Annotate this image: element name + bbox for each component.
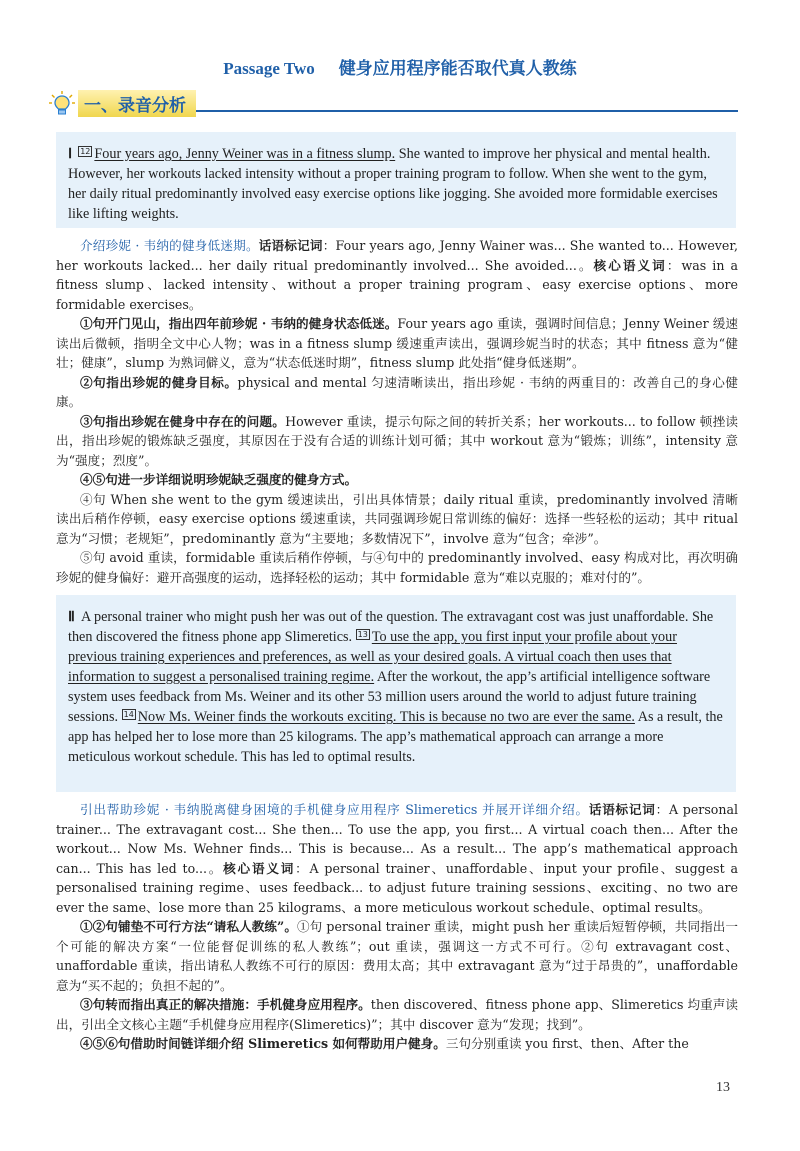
underlined-sentence: Now Ms. Weiner finds the workouts exciting. This is because no two are ever the same.: [137, 709, 635, 725]
passage-title-en: Passage Two: [223, 59, 315, 78]
sentence-analysis-1-2: [56, 917, 738, 995]
lightbulb-icon: [48, 90, 76, 116]
sentence-analysis-1: [56, 314, 738, 373]
sentence-analysis-4-5-6: [56, 1034, 738, 1054]
sentence-analysis-heading: ②句指出珍妮的健身目标。: [80, 374, 238, 390]
analysis-intro: 介绍珍妮 · 韦纳的健身低迷期。: [80, 238, 259, 253]
underlined-sentence: Four years ago, Jenny Weiner was in a fitness slump.: [94, 146, 396, 162]
sentence-analysis-heading: ①句开门见山，指出四年前珍妮 · 韦纳的健身状态低迷。: [80, 316, 398, 331]
sentence-number-badge: 13: [357, 630, 368, 639]
paragraph-numeral: Ⅱ: [68, 609, 75, 625]
passage-paragraph-2: [56, 595, 736, 792]
sentence-analysis-text: then discovered、fitness phone app、Slimeretics 均重声读出，引出全文核心主题“手机健身应用程序(Slimeretics)”；其中 discover 意为“发现；找到”。: [56, 997, 738, 1032]
sentence-analysis-text: 三句分别重读 you first、then、After the: [445, 1036, 689, 1051]
paragraph-text: She wanted to improve her physical and mental health. However, her workouts lacked intensity without a proper training program to follow. When she went to the gym, her daily ritual predominantly involved easy exercise options like jogging. She avoided more formidable exercises like lifting weights.: [68, 146, 718, 222]
analysis-intro: 引出帮助珍妮 · 韦纳脱离健身困境的手机健身应用程序 Slimeretics 并展开详细介绍。: [80, 802, 589, 817]
paragraph-text: After the workout, the app’s artificial intelligence software system uses feedback from Ms. Weiner and its other 53 million users around the world to adjust future training sessions.: [68, 669, 711, 725]
sentence-analysis-3: [56, 995, 738, 1034]
sentence-analysis-text: ①句 personal trainer 重读，might push her 重读后短暂停顿，共同指出一个可能的解决方案“一位能督促训练的私人教练”；out 重读，强调这一方式不可行。②句 extravagant cost、unaffordable 重读，指出请私人教练不可行的原因：费用太高；其中 extravagant 意为“过于昂贵的”，unaffordable 意为“买不起的；负担不起的”。: [56, 919, 738, 993]
sentence-analysis-4-5: [56, 470, 738, 490]
section-label: 一、录音分析: [78, 90, 196, 117]
sentence-analysis-4: [56, 490, 738, 549]
core-words-text: ：A personal trainer、unaffordable、input your profile、suggest a personalised training regime、uses feedback... to adjust future training sessions、exciting、no two are ever the same、lose more than 25 kilograms、a more meticulous workout schedule、optimal results。: [56, 860, 738, 915]
sentence-analysis-heading: ④⑤句进一步详细说明珍妮缺乏强度的健身方式。: [80, 472, 358, 487]
signal-words-text: ：A personal trainer... The extravagant cost... She then... To use the app, you first... A virtual coach then... After the workout... Now Ms. Wehner finds... This is because... As a result... The app’s mathematical approach can... This has led to...。: [56, 802, 739, 876]
analysis-summary: [56, 236, 738, 314]
sentence-analysis-2: [56, 373, 738, 412]
sentence-analysis-heading: ③句指出珍妮在健身中存在的问题。: [80, 413, 286, 429]
sentence-analysis-text: ⑤句 avoid 重读，formidable 重读后稍作停顿，与④句中的 predominantly involved、easy 构成对比，再次明确珍妮的健身偏好：避开高强度的运动，选择轻松的运动；其中 formidable 意为“难以克服的；难对付的”。: [56, 550, 738, 585]
analysis-block-1: [56, 236, 738, 587]
sentence-analysis-heading: ③句转而指出真正的解决措施：手机健身应用程序。: [80, 997, 371, 1012]
sentence-analysis-heading: ④⑤⑥句借助时间链详细介绍 Slimeretics 如何帮助用户健身。: [80, 1036, 446, 1051]
signal-words-text: ：Four years ago, Jenny Wainer was... She wanted to... However, her workouts lacked... her daily ritual predominantly involved... She avoided...。: [56, 238, 739, 273]
paragraph-numeral: Ⅰ: [68, 146, 73, 162]
signal-words-label: 话语标记词: [258, 238, 323, 253]
sentence-analysis-text: physical and mental 匀速清晰读出，指出珍妮 · 韦纳的两重目的：改善自己的身心健康。: [56, 374, 738, 409]
core-words-label: 核心语义词: [223, 860, 296, 876]
sentence-analysis-5: [56, 548, 738, 587]
sentence-analysis-text: Four years ago 重读，强调时间信息；Jenny Weiner 缓速读出后微顿，指明全文中心人物；was in a fitness slump 缓速重声读出，强调珍妮当时的状态；其中 fitness 意为“健壮；健康”，slump 为熟词僻义，意为“状态低迷时期”，fitness slump 此处指“健身低迷期”。: [56, 316, 738, 370]
paragraph-text: A personal trainer who might push her was out of the question. The extravagant cost was just unaffordable. She then discovered the fitness phone app Slimeretics.: [68, 609, 714, 645]
passage-title-zh: 健身应用程序能否取代真人教练: [338, 59, 577, 79]
passage-title: [0, 54, 800, 79]
paragraph-text: As a result, the app has helped her to lose more than 25 kilograms. The app’s mathematical approach can arrange a more meticulous workout schedule. This has led to optimal results.: [68, 709, 723, 765]
passage-paragraph-1: [56, 132, 736, 228]
sentence-number-badge: 14: [123, 710, 134, 719]
section-header: [48, 90, 738, 116]
sentence-analysis-heading: ①②句铺垫不可行方法“请私人教练”。: [80, 919, 298, 934]
page-number: 13: [716, 1080, 730, 1095]
sentence-analysis-text: However 重读，提示句际之间的转折关系；her workouts... to follow 顿挫读出，指出珍妮的锻炼缺乏强度，其原因在于没有合适的训练计划可循；其中 workout 意为“锻炼；训练”，intensity 意为“强度；烈度”。: [56, 413, 739, 468]
underlined-sentence: To use the app, you first input your profile about your previous training experiences and preferences, as well as your desired goals. A virtual coach then uses that information to suggest a personalised training regime.: [68, 629, 677, 685]
sentence-number-badge: 12: [80, 147, 91, 156]
analysis-block-2: [56, 800, 738, 1054]
analysis-summary: [56, 800, 738, 917]
sentence-analysis-text: ④句 When she went to the gym 缓速读出，引出具体情景；daily ritual 重读，predominantly involved 清晰读出后稍作停顿，easy exercise options 缓速重读，共同强调珍妮日常训练的偏好：选择一些轻松的运动；其中 ritual 意为“习惯；老规矩”，predominantly 意为“主要地；多数情况下”，involve 意为“包含；牵涉”。: [56, 491, 738, 546]
core-words-label: 核心语义词: [593, 257, 667, 273]
signal-words-label: 话语标记词: [588, 802, 656, 817]
sentence-analysis-3: [56, 412, 738, 471]
core-words-text: ：was in a fitness slump、lacked intensity、without a proper training program、easy exercise options、more formidable exercises。: [56, 257, 739, 312]
section-rule: [196, 110, 738, 112]
